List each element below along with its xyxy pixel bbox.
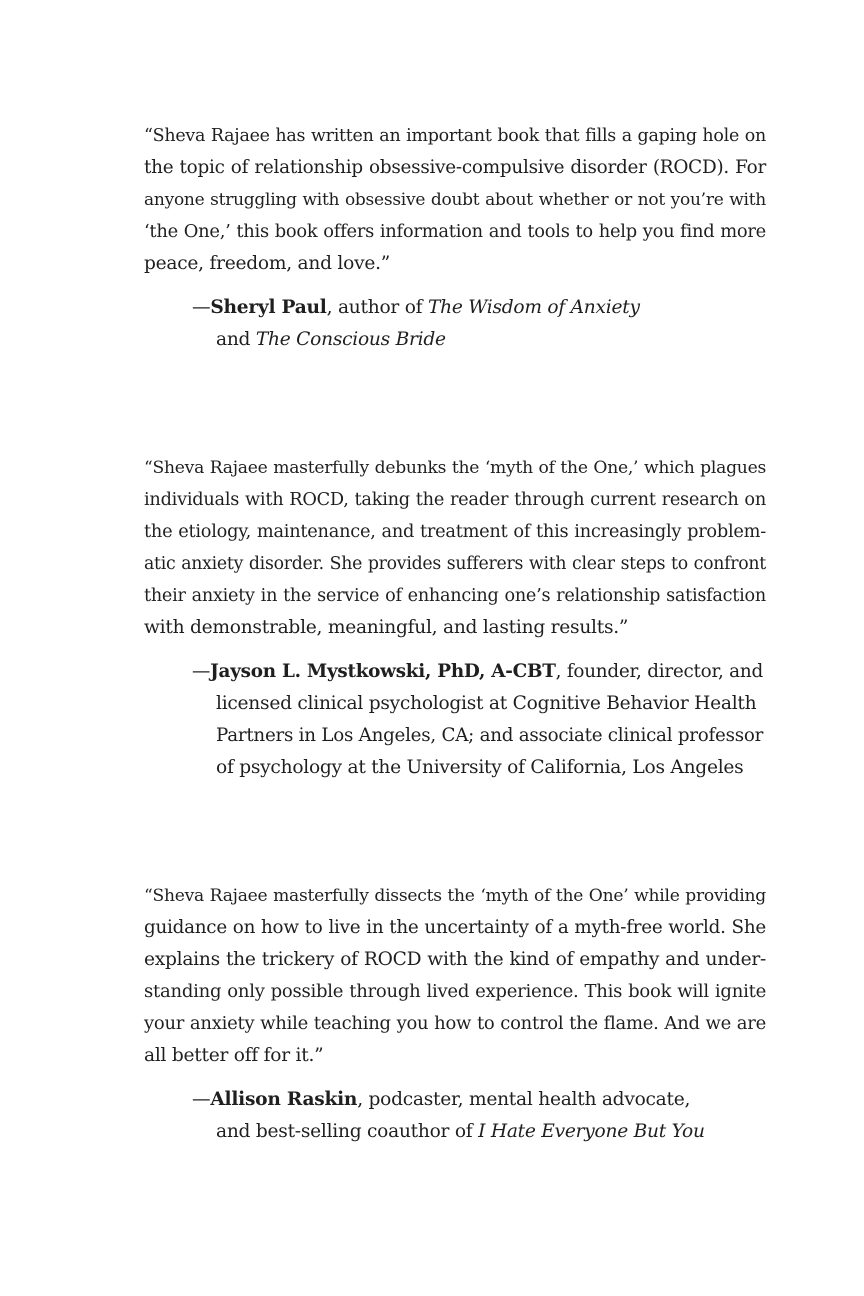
blurb-allison-raskin (144, 880, 766, 1148)
quote-line: with demonstrable, meaningful, and lasting results.” (144, 617, 629, 638)
blurb-attribution (192, 1084, 766, 1148)
attribution-line (192, 292, 766, 324)
quote-line: “Sheva Rajaee masterfully debunks the ‘myth of the One,’ which plagues (144, 458, 766, 478)
book-title: The Wisdom of Anxiety (427, 297, 640, 318)
attribution-line (192, 656, 766, 688)
blurb-attribution (192, 656, 766, 784)
quote-line: “Sheva Rajaee has written an important book that fills a gaping hole on (144, 126, 766, 146)
attribution-line (192, 1084, 766, 1116)
quote-line: the topic of relationship obsessive-compulsive disorder (ROCD). For (144, 157, 766, 178)
blurb-quote (144, 880, 766, 1072)
author-name: Sheryl Paul (210, 297, 327, 318)
author-name: Allison Raskin (210, 1089, 358, 1110)
attribution-line: licensed clinical psychologist at Cognitive Behavior Health (216, 693, 757, 714)
em-dash: — (192, 297, 211, 318)
quote-line: explains the trickery of ROCD with the kind of empathy and under- (144, 949, 766, 970)
blurb-jayson-mystkowski (144, 452, 766, 784)
attribution-line (192, 1116, 766, 1148)
book-title: The Conscious Bride (255, 329, 446, 350)
author-name: Jayson L. Mystkowski, PhD, A-CBT (210, 661, 556, 682)
quote-line: individuals with ROCD, taking the reader through current research on (144, 490, 766, 510)
em-dash: — (192, 661, 211, 682)
book-title: I Hate Everyone But You (478, 1121, 705, 1142)
attribution-line: Partners in Los Angeles, CA; and associate clinical professor (216, 725, 764, 746)
quote-line: ‘the One,’ this book offers information and tools to help you find more (144, 221, 766, 242)
em-dash: — (192, 1089, 211, 1110)
quote-line: atic anxiety disorder. She provides sufferers with clear steps to confront (144, 554, 766, 574)
author-credential: , author of (326, 297, 428, 318)
blurb-attribution (192, 292, 766, 356)
quote-line: anyone struggling with obsessive doubt about whether or not you’re with (144, 190, 766, 210)
blurb-quote (144, 452, 766, 644)
author-credential: and (216, 329, 256, 350)
blurb-sheryl-paul (144, 120, 766, 356)
author-credential: , podcaster, mental health advocate, (357, 1089, 691, 1110)
blurb-quote (144, 120, 766, 280)
attribution-line: of psychology at the University of California, Los Angeles (216, 757, 744, 778)
quote-line: the etiology, maintenance, and treatment of this increasingly problem- (144, 522, 766, 542)
quote-line: guidance on how to live in the uncertainty of a myth-free world. She (144, 917, 766, 938)
attribution-line (192, 324, 766, 356)
quote-line: standing only possible through lived experience. This book will ignite (144, 981, 766, 1002)
quote-line: their anxiety in the service of enhancing one’s relationship satisfaction (144, 586, 766, 606)
quote-line: “Sheva Rajaee masterfully dissects the ‘myth of the One’ while providing (144, 886, 766, 906)
author-credential: , founder, director, and (555, 661, 763, 682)
quote-line: peace, freedom, and love.” (144, 253, 390, 274)
quote-line: your anxiety while teaching you how to control the flame. And we are (144, 1013, 766, 1034)
author-credential: and best-selling coauthor of (216, 1121, 479, 1142)
quote-line: all better off for it.” (144, 1045, 324, 1066)
